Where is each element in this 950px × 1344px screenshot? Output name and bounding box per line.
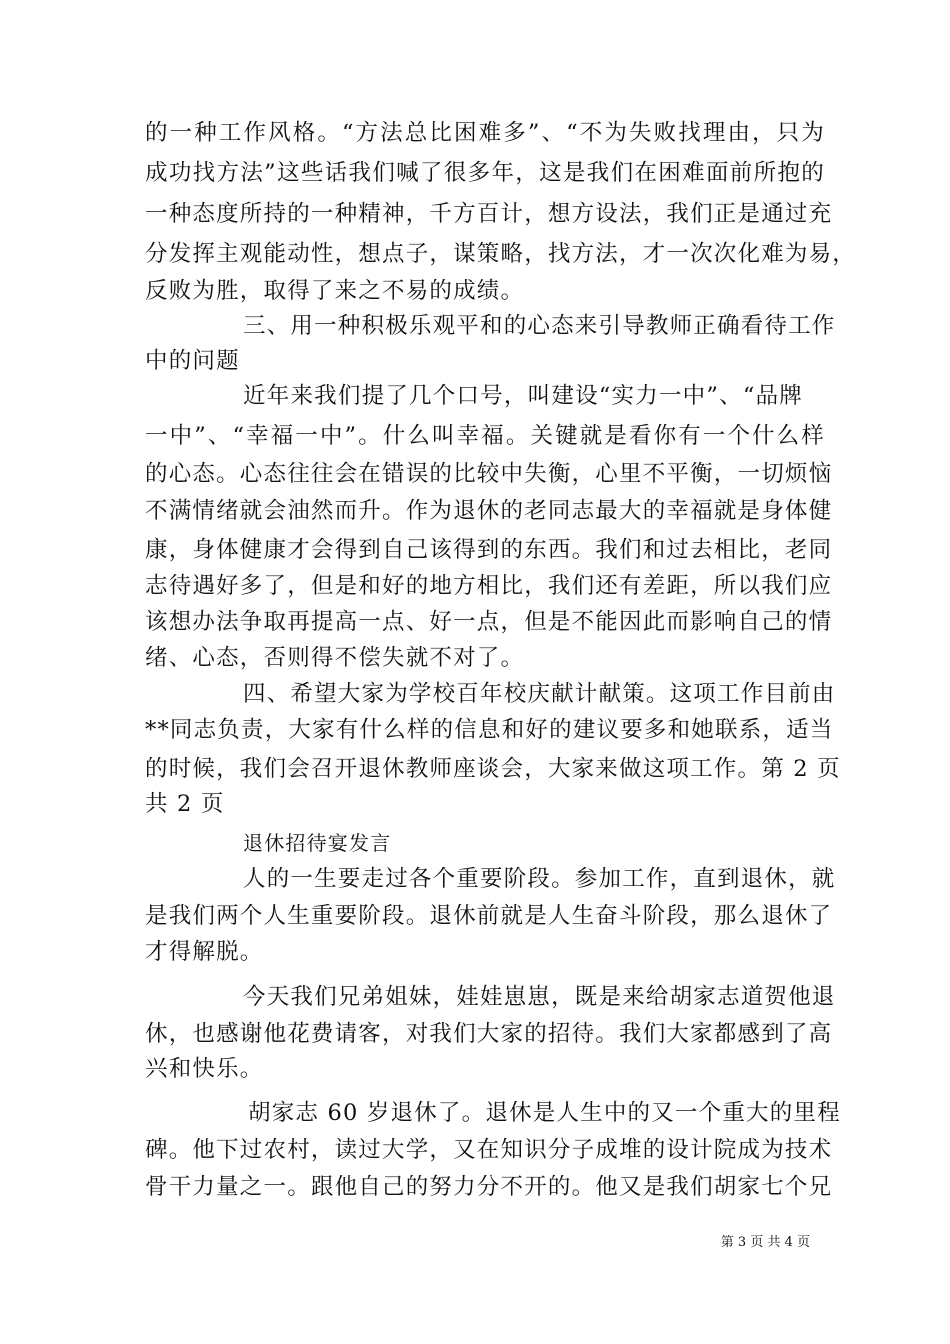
- paragraph-line: 兴和快乐。: [145, 1056, 264, 1082]
- paragraph-line: 志待遇好多了，但是和好的地方相比，我们还有差距，所以我们应: [145, 573, 833, 599]
- paragraph-line: 人的一生要走过各个重要阶段。参加工作，直到退休，就: [243, 866, 836, 892]
- paragraph-line: 康，身体健康才会得到自己该得到的东西。我们和过去相比，老同: [145, 537, 833, 563]
- paragraph-line: 的一种工作风格。“方法总比困难多”、“不为失败找理由，只为: [145, 120, 825, 146]
- paragraph-line: **同志负责，大家有什么样的信息和好的建议要多和她联系，适当: [145, 717, 834, 743]
- paragraph-line: 一中”、“幸福一中”。什么叫幸福。关键就是看你有一个什么样: [145, 423, 825, 449]
- page-number-footer: 第 3 页 共 4 页: [720, 1235, 810, 1250]
- paragraph-line: 分发挥主观能动性，想点子，谋策略，找方法，才一次次化难为易，: [145, 241, 857, 267]
- paragraph-line: 不满情绪就会油然而升。作为退休的老同志最大的幸福就是身体健: [145, 498, 833, 524]
- paragraph-line: 胡家志 60 岁退休了。退休是人生中的又一个重大的里程: [248, 1100, 841, 1126]
- paragraph-line: 共 2 页: [145, 791, 225, 817]
- section-heading-3: 三、用一种积极乐观平和的心态来引导教师正确看待工作: [243, 313, 836, 339]
- paragraph-line: 今天我们兄弟姐妹，娃娃崽崽，既是来给胡家志道贺他退: [243, 984, 836, 1010]
- section-heading-4: 四、希望大家为学校百年校庆献计献策。这项工作目前由: [243, 681, 836, 707]
- paragraph-line: 休，也感谢他花费请客，对我们大家的招待。我们大家都感到了高: [145, 1021, 833, 1047]
- paragraph-line: 是我们两个人生重要阶段。退休前就是人生奋斗阶段，那么退休了: [145, 903, 833, 929]
- paragraph-line: 该想办法争取再提高一点、好一点，但是不能因此而影响自己的情: [145, 609, 833, 635]
- paragraph-line: 成功找方法”这些话我们喊了很多年，这是我们在困难面前所抱的: [145, 160, 825, 186]
- paragraph-line: 才得解脱。: [145, 939, 264, 965]
- paragraph-line: 绪、心态，否则得不偿失就不对了。: [145, 645, 525, 671]
- paragraph-line: 反败为胜，取得了来之不易的成绩。: [145, 278, 525, 304]
- paragraph-line: 的时候，我们会召开退休教师座谈会，大家来做这项工作。第 2 页: [145, 756, 841, 782]
- paragraph-line: 碑。他下过农村，读过大学，又在知识分子成堆的设计院成为技术: [145, 1137, 833, 1163]
- speech-title: 退休招待宴发言: [243, 831, 392, 855]
- paragraph-line: 中的问题: [145, 348, 240, 374]
- paragraph-line: 的心态。心态往往会在错误的比较中失衡，心里不平衡，一切烦恼: [145, 461, 833, 487]
- paragraph-line: 近年来我们提了几个口号，叫建设“实力一中”、“品牌: [243, 383, 803, 409]
- paragraph-line: 骨干力量之一。跟他自己的努力分不开的。他又是我们胡家七个兄: [145, 1174, 833, 1200]
- paragraph-line: 一种态度所持的一种精神，千方百计，想方设法，我们正是通过充: [145, 201, 833, 227]
